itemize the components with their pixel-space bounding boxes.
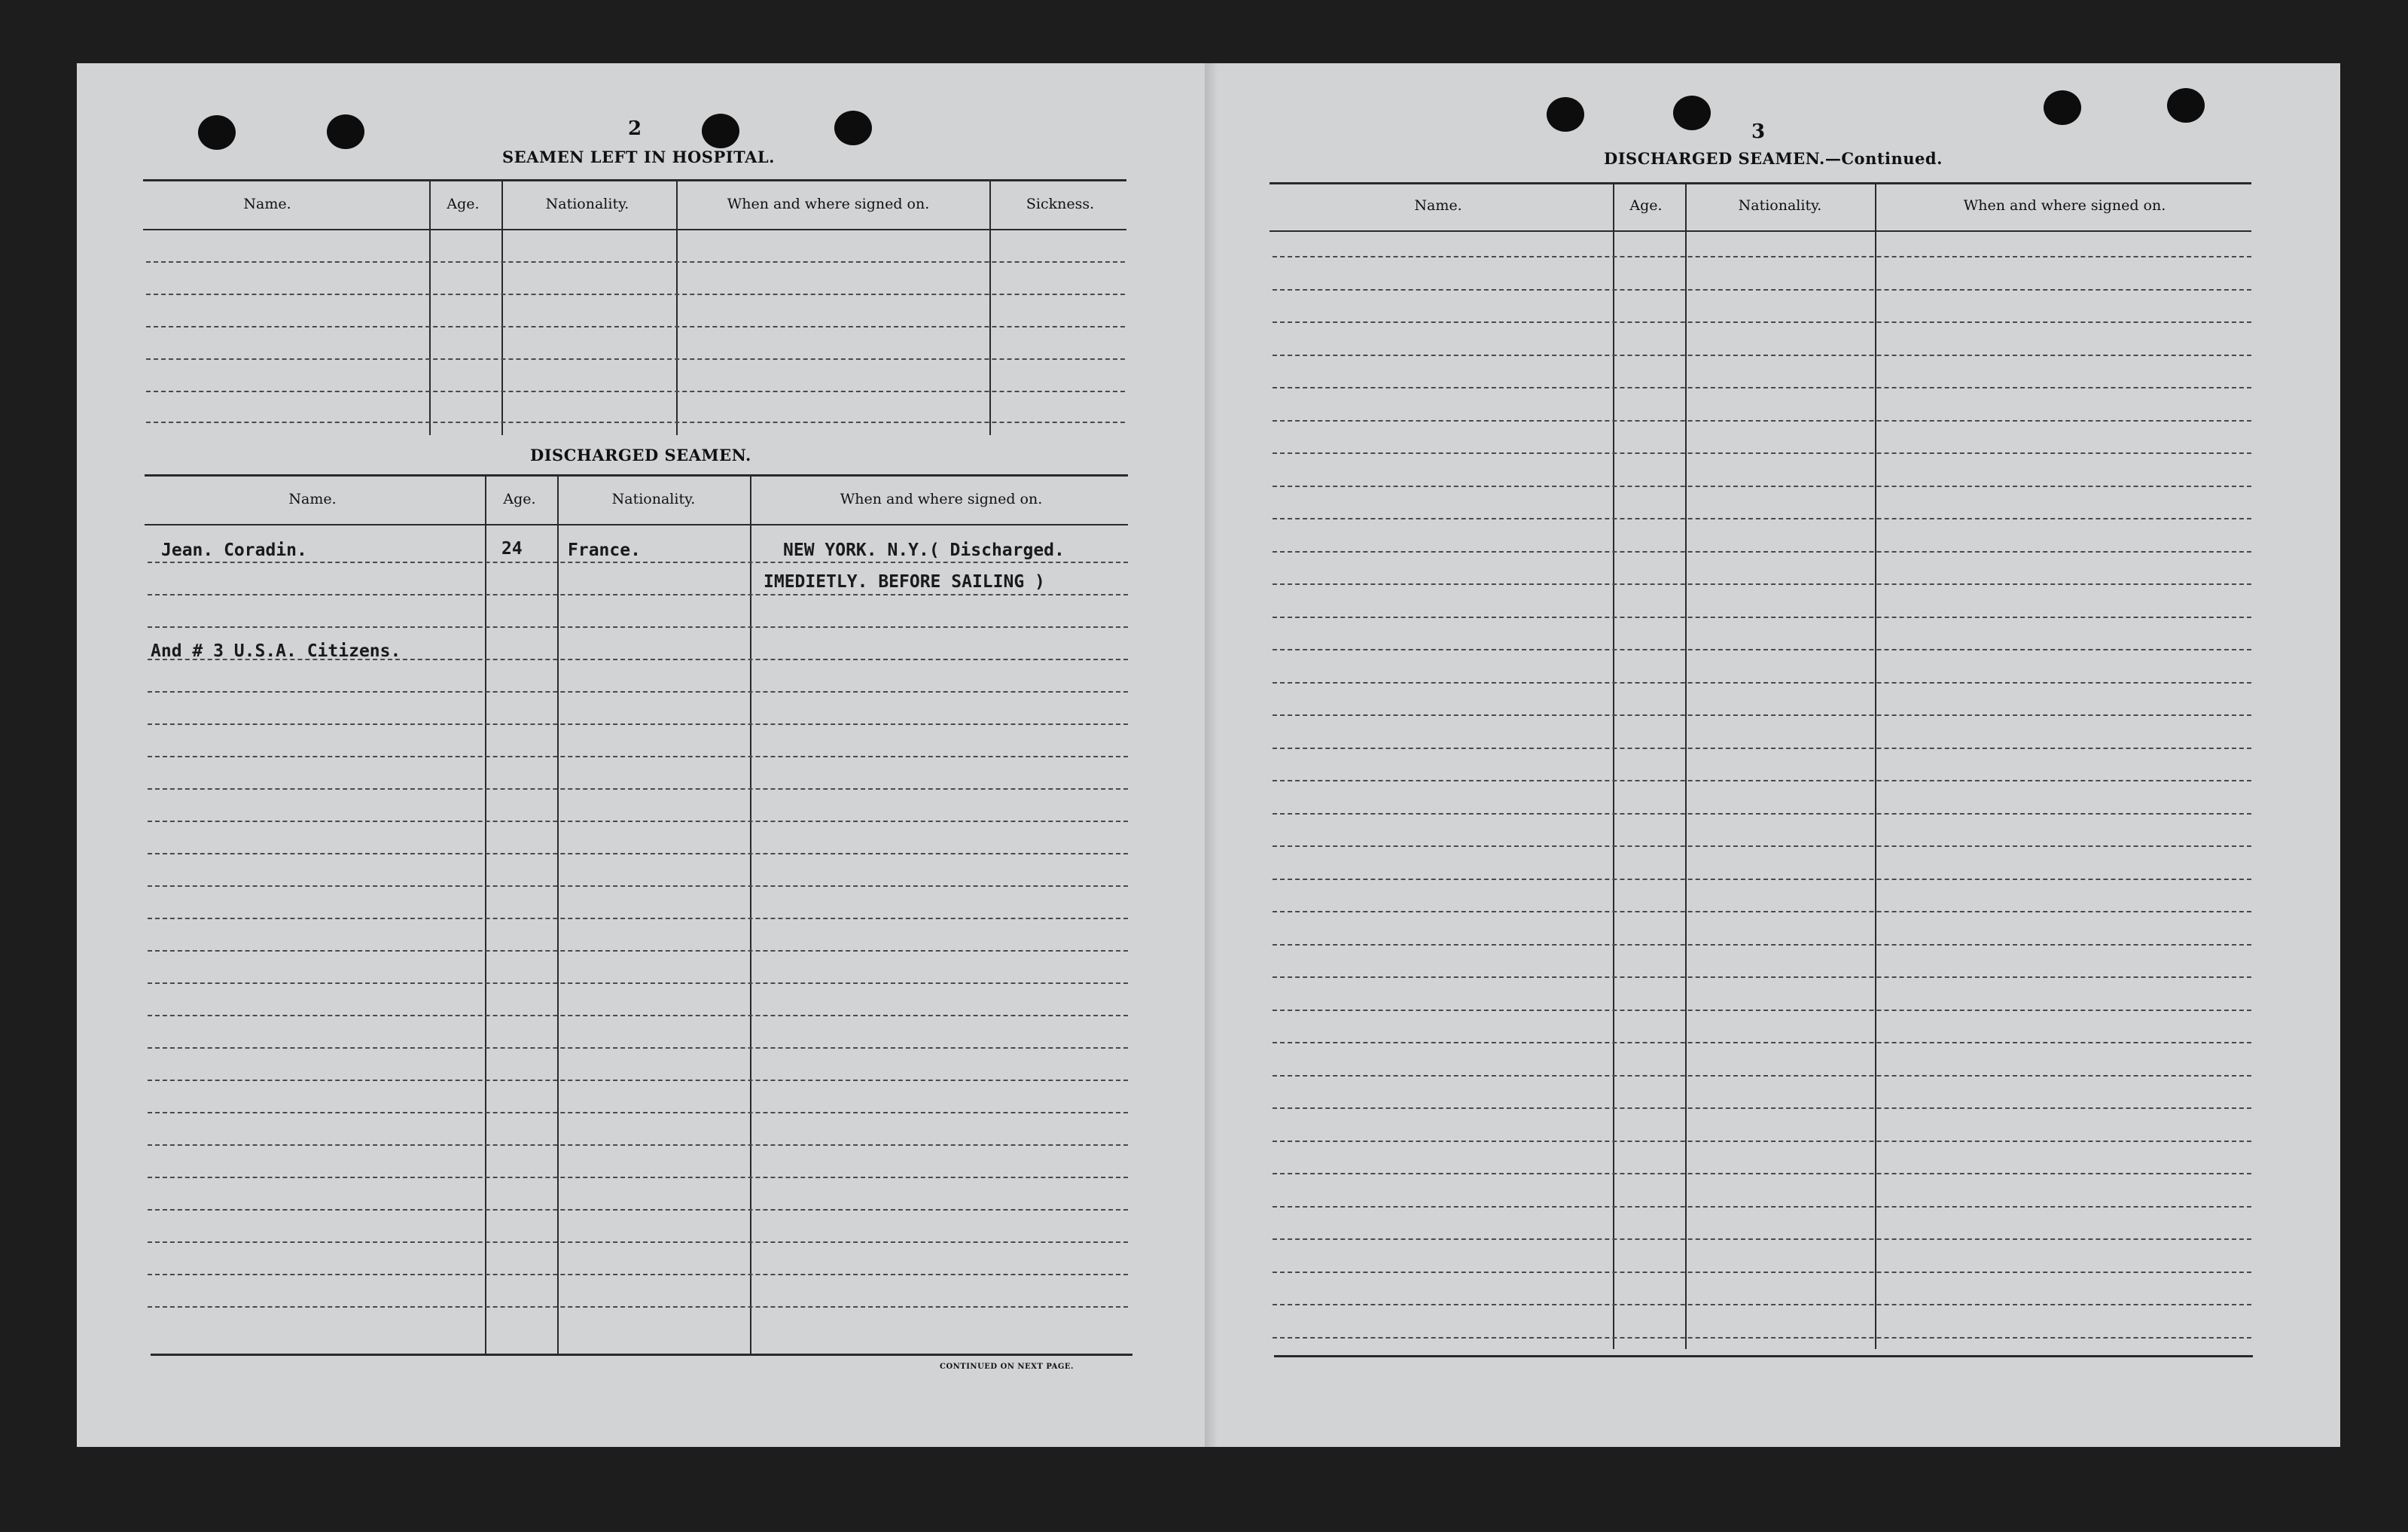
row-rule (1273, 387, 2251, 388)
row-rule (148, 885, 1128, 887)
punch-hole (702, 114, 739, 148)
row-rule (146, 261, 1125, 263)
column-header-nationality: Nationality. (545, 196, 629, 212)
row-rule (1273, 845, 2251, 847)
seaman-signed-on: NEW YORK. N.Y.( Discharged. (783, 541, 1065, 560)
row-rule (148, 723, 1128, 725)
punch-hole (834, 111, 872, 145)
hospital-section-title: SEAMEN LEFT IN HOSPITAL. (502, 148, 775, 166)
row-rule (1273, 1042, 2251, 1043)
row-rule (148, 691, 1128, 693)
punch-hole (198, 115, 236, 150)
row-rule (148, 982, 1128, 984)
row-rule (1273, 617, 2251, 618)
row-rule (1273, 289, 2251, 291)
punch-hole (1547, 97, 1584, 132)
row-rule (1273, 911, 2251, 912)
row-rule (148, 821, 1128, 822)
row-rule (1273, 256, 2251, 257)
citizens-note: And # 3 U.S.A. Citizens. (151, 641, 401, 661)
row-rule (1273, 1206, 2251, 1208)
column-divider (429, 181, 431, 435)
column-divider (989, 181, 991, 435)
row-rule (1273, 551, 2251, 553)
punch-hole (2044, 90, 2081, 125)
column-divider (750, 476, 751, 1354)
row-rule (148, 562, 1128, 563)
row-rule (1273, 1107, 2251, 1109)
table-header-rule (1270, 230, 2251, 232)
column-header-name: Name. (1414, 197, 1462, 214)
row-rule (148, 1209, 1128, 1211)
punch-hole (327, 114, 364, 149)
column-header-nationality: Nationality. (611, 491, 696, 507)
row-rule (1273, 1238, 2251, 1240)
page-number: 3 (1751, 120, 1766, 143)
row-rule (1273, 714, 2251, 716)
column-header-sickness: Sickness. (1026, 196, 1095, 212)
page-number: 2 (628, 117, 642, 140)
row-rule (146, 422, 1125, 423)
column-divider (557, 476, 559, 1354)
row-rule (1273, 1075, 2251, 1077)
column-header-name: Name. (288, 491, 337, 507)
column-header-name: Name. (243, 196, 291, 212)
row-rule (148, 950, 1128, 952)
table-top-rule (143, 179, 1126, 181)
table-bottom-rule (1274, 1355, 2253, 1357)
row-rule (148, 1080, 1128, 1081)
left-page (77, 63, 1218, 1447)
column-header-age: Age. (447, 196, 480, 212)
row-rule (148, 853, 1128, 854)
column-header-signed-on: When and where signed on. (1963, 197, 2166, 214)
row-rule (1273, 420, 2251, 422)
row-rule (1273, 1337, 2251, 1339)
row-rule (148, 1274, 1128, 1275)
row-rule (1273, 944, 2251, 946)
discharged-continued-title: DISCHARGED SEAMEN.—Continued. (1604, 149, 1943, 168)
row-rule (148, 788, 1128, 790)
row-rule (148, 1015, 1128, 1016)
seaman-nationality: France. (568, 541, 641, 560)
row-rule (146, 326, 1125, 327)
row-rule (148, 756, 1128, 757)
seaman-signed-on-continued: IMEDIETLY. BEFORE SAILING ) (764, 572, 1045, 592)
row-rule (1273, 813, 2251, 815)
table-header-rule (145, 524, 1128, 525)
continued-note: CONTINUED ON NEXT PAGE. (940, 1363, 1074, 1371)
row-rule (148, 1306, 1128, 1308)
row-rule (148, 626, 1128, 628)
column-header-nationality: Nationality. (1738, 197, 1822, 214)
column-divider (501, 181, 503, 435)
row-rule (148, 918, 1128, 919)
column-header-signed-on: When and where signed on. (840, 491, 1043, 507)
table-top-rule (1270, 182, 2251, 184)
row-rule (1273, 748, 2251, 749)
row-rule (1273, 1272, 2251, 1273)
seaman-age: 24 (501, 539, 523, 559)
row-rule (1273, 649, 2251, 650)
row-rule (148, 1047, 1128, 1049)
punch-hole (2167, 88, 2205, 123)
row-rule (146, 358, 1125, 360)
table-bottom-rule (151, 1354, 1132, 1356)
row-rule (1273, 976, 2251, 978)
row-rule (1273, 1304, 2251, 1305)
column-divider (676, 181, 678, 435)
table-top-rule (145, 474, 1128, 477)
table-header-rule (143, 229, 1126, 230)
row-rule (146, 294, 1125, 295)
row-rule (1273, 879, 2251, 880)
row-rule (148, 1144, 1128, 1146)
row-rule (146, 391, 1125, 392)
row-rule (148, 594, 1128, 595)
column-header-signed-on: When and where signed on. (727, 196, 930, 212)
row-rule (1273, 682, 2251, 684)
row-rule (148, 1177, 1128, 1178)
row-rule (1273, 1173, 2251, 1174)
row-rule (1273, 452, 2251, 454)
row-rule (1273, 780, 2251, 781)
row-rule (1273, 583, 2251, 585)
row-rule (1273, 486, 2251, 487)
seaman-name: Jean. Coradin. (161, 541, 307, 560)
row-rule (148, 1241, 1128, 1243)
punch-hole (1673, 96, 1711, 130)
row-rule (1273, 518, 2251, 519)
page-gutter (1205, 63, 1217, 1447)
column-divider (485, 476, 486, 1354)
column-header-age: Age. (503, 491, 536, 507)
row-rule (1273, 355, 2251, 356)
column-header-age: Age. (1629, 197, 1663, 214)
row-rule (1273, 1141, 2251, 1142)
row-rule (148, 1112, 1128, 1113)
row-rule (1273, 1010, 2251, 1011)
row-rule (1273, 321, 2251, 323)
discharged-section-title: DISCHARGED SEAMEN. (530, 446, 751, 464)
